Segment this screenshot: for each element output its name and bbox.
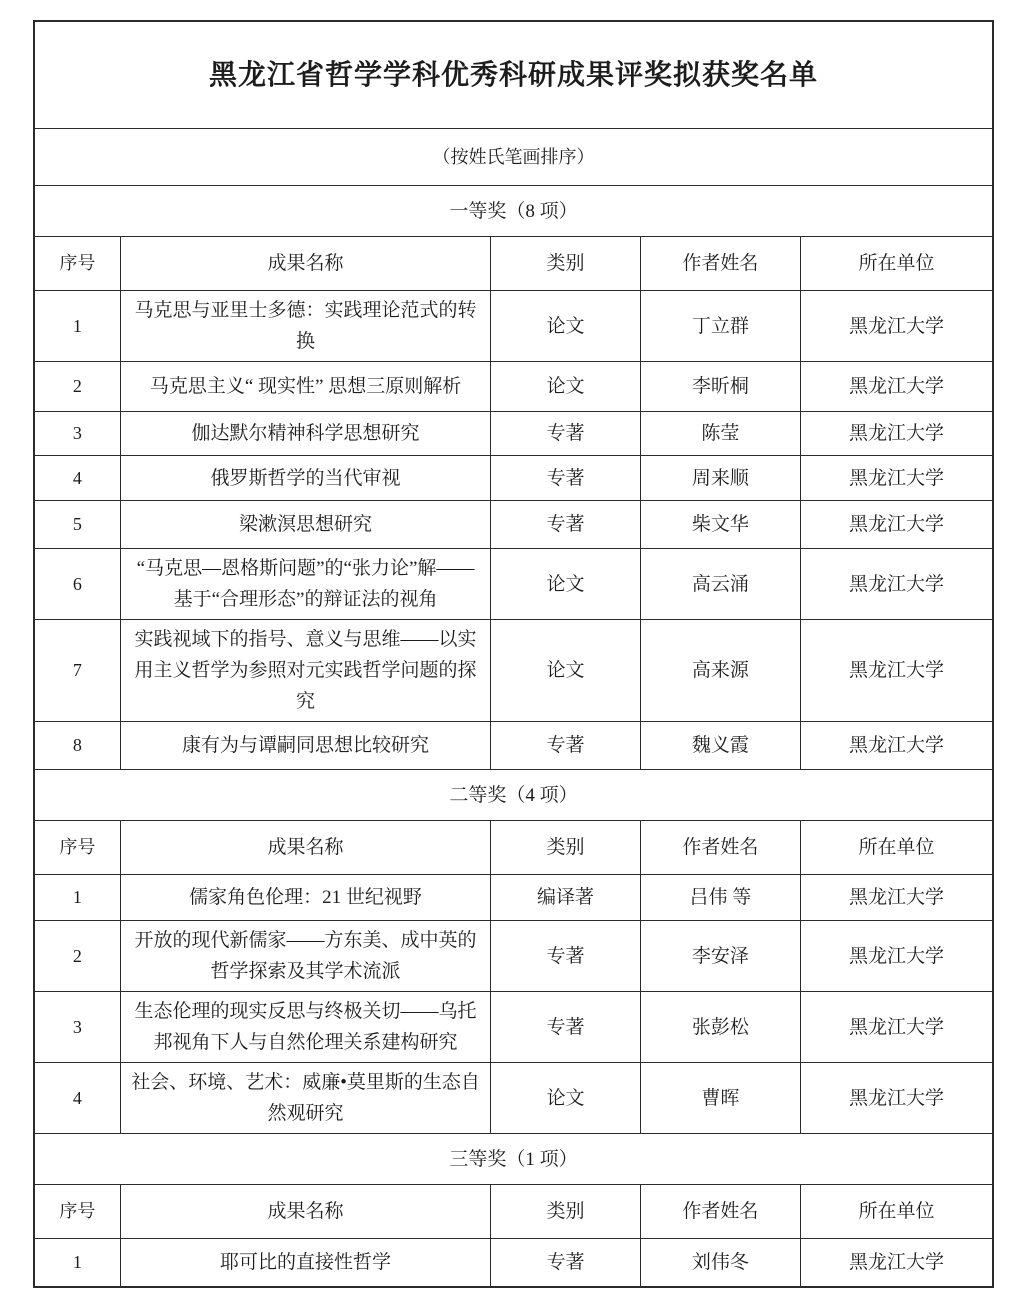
cell-author: 曹晖 <box>640 1063 800 1134</box>
section-row-third-prize <box>34 1134 993 1185</box>
column-header-author: 作者姓名 <box>640 1185 800 1239</box>
cell-index: 1 <box>34 291 120 362</box>
cell-author: 吕伟 等 <box>640 875 800 921</box>
column-header-title: 成果名称 <box>120 1185 491 1239</box>
cell-category: 论文 <box>491 291 640 362</box>
cell-title: 康有为与谭嗣同思想比较研究 <box>120 722 491 770</box>
cell-category: 论文 <box>491 362 640 412</box>
document-title: 黑龙江省哲学学科优秀科研成果评奖拟获奖名单 <box>208 59 818 91</box>
section-row-second-prize <box>34 770 993 821</box>
cell-unit: 黑龙江大学 <box>801 501 993 549</box>
cell-category: 编译著 <box>491 875 640 921</box>
column-header-author: 作者姓名 <box>640 237 800 291</box>
cell-category: 论文 <box>491 620 640 722</box>
table-row <box>34 291 993 362</box>
cell-index: 1 <box>34 875 120 921</box>
cell-unit: 黑龙江大学 <box>801 992 993 1063</box>
cell-index: 3 <box>34 412 120 456</box>
cell-author: 李安泽 <box>640 921 800 992</box>
column-header-unit: 所在单位 <box>801 237 993 291</box>
column-header-title: 成果名称 <box>120 237 491 291</box>
table-row <box>34 501 993 549</box>
cell-index: 6 <box>34 549 120 620</box>
section-row-first-prize <box>34 186 993 237</box>
cell-author: 刘伟冬 <box>640 1239 800 1287</box>
cell-category: 专著 <box>491 1239 640 1287</box>
cell-unit: 黑龙江大学 <box>801 362 993 412</box>
cell-unit: 黑龙江大学 <box>801 291 993 362</box>
cell-unit: 黑龙江大学 <box>801 456 993 501</box>
table-row <box>34 456 993 501</box>
cell-title: 俄罗斯哲学的当代审视 <box>120 456 491 501</box>
cell-unit: 黑龙江大学 <box>801 1239 993 1287</box>
header-row <box>34 1185 993 1239</box>
cell-index: 8 <box>34 722 120 770</box>
cell-index: 4 <box>34 456 120 501</box>
cell-category: 论文 <box>491 1063 640 1134</box>
table-row <box>34 1063 993 1134</box>
cell-unit: 黑龙江大学 <box>801 921 993 992</box>
cell-title: 马克思与亚里士多德：实践理论范式的转换 <box>120 291 491 362</box>
cell-index: 5 <box>34 501 120 549</box>
cell-author: 高云涌 <box>640 549 800 620</box>
table-row <box>34 362 993 412</box>
cell-category: 专著 <box>491 501 640 549</box>
section-label-second-prize: 二等奖（4 项） <box>34 770 993 821</box>
section-label-first-prize: 一等奖（8 项） <box>34 186 993 237</box>
cell-title: 生态伦理的现实反思与终极关切——乌托邦视角下人与自然伦理关系建构研究 <box>120 992 491 1063</box>
section-label-third-prize: 三等奖（1 项） <box>34 1134 993 1185</box>
cell-title: 伽达默尔精神科学思想研究 <box>120 412 491 456</box>
cell-title: 开放的现代新儒家——方东美、成中英的哲学探索及其学术流派 <box>120 921 491 992</box>
title-cell <box>34 21 993 129</box>
cell-title: 实践视域下的指号、意义与思维——以实用主义哲学为参照对元实践哲学问题的探究 <box>120 620 491 722</box>
column-header-index: 序号 <box>34 237 120 291</box>
cell-category: 专著 <box>491 921 640 992</box>
column-header-author: 作者姓名 <box>640 821 800 875</box>
cell-title: 马克思主义“ 现实性” 思想三原则解析 <box>120 362 491 412</box>
column-header-category: 类别 <box>491 1185 640 1239</box>
cell-author: 丁立群 <box>640 291 800 362</box>
table-row <box>34 1239 993 1287</box>
cell-index: 4 <box>34 1063 120 1134</box>
cell-unit: 黑龙江大学 <box>801 1063 993 1134</box>
header-row <box>34 237 993 291</box>
column-header-unit: 所在单位 <box>801 1185 993 1239</box>
cell-title: 儒家角色伦理：21 世纪视野 <box>120 875 491 921</box>
award-table <box>33 20 994 1288</box>
table-row <box>34 921 993 992</box>
cell-author: 魏义霞 <box>640 722 800 770</box>
cell-title: “马克思—恩格斯问题”的“张力论”解——基于“合理形态”的辩证法的视角 <box>120 549 491 620</box>
cell-author: 陈莹 <box>640 412 800 456</box>
cell-unit: 黑龙江大学 <box>801 412 993 456</box>
cell-author: 李昕桐 <box>640 362 800 412</box>
cell-title: 梁漱溟思想研究 <box>120 501 491 549</box>
cell-unit: 黑龙江大学 <box>801 620 993 722</box>
column-header-index: 序号 <box>34 1185 120 1239</box>
column-header-index: 序号 <box>34 821 120 875</box>
title-row <box>34 21 993 129</box>
sort-note: （按姓氏笔画排序） <box>34 129 993 186</box>
cell-index: 7 <box>34 620 120 722</box>
table-row <box>34 722 993 770</box>
cell-title: 社会、环境、艺术：威廉•莫里斯的生态自然观研究 <box>120 1063 491 1134</box>
cell-index: 2 <box>34 921 120 992</box>
cell-category: 论文 <box>491 549 640 620</box>
cell-category: 专著 <box>491 992 640 1063</box>
cell-category: 专著 <box>491 722 640 770</box>
cell-category: 专著 <box>491 412 640 456</box>
cell-index: 3 <box>34 992 120 1063</box>
cell-title: 耶可比的直接性哲学 <box>120 1239 491 1287</box>
table-row <box>34 875 993 921</box>
cell-category: 专著 <box>491 456 640 501</box>
table-row <box>34 549 993 620</box>
cell-unit: 黑龙江大学 <box>801 875 993 921</box>
cell-author: 柴文华 <box>640 501 800 549</box>
column-header-category: 类别 <box>491 821 640 875</box>
table-row <box>34 412 993 456</box>
table-row <box>34 992 993 1063</box>
column-header-title: 成果名称 <box>120 821 491 875</box>
subtitle-row <box>34 129 993 186</box>
header-row <box>34 821 993 875</box>
cell-unit: 黑龙江大学 <box>801 722 993 770</box>
cell-unit: 黑龙江大学 <box>801 549 993 620</box>
cell-author: 高来源 <box>640 620 800 722</box>
column-header-unit: 所在单位 <box>801 821 993 875</box>
cell-index: 2 <box>34 362 120 412</box>
cell-author: 张彭松 <box>640 992 800 1063</box>
cell-index: 1 <box>34 1239 120 1287</box>
table-row <box>34 620 993 722</box>
cell-author: 周来顺 <box>640 456 800 501</box>
column-header-category: 类别 <box>491 237 640 291</box>
